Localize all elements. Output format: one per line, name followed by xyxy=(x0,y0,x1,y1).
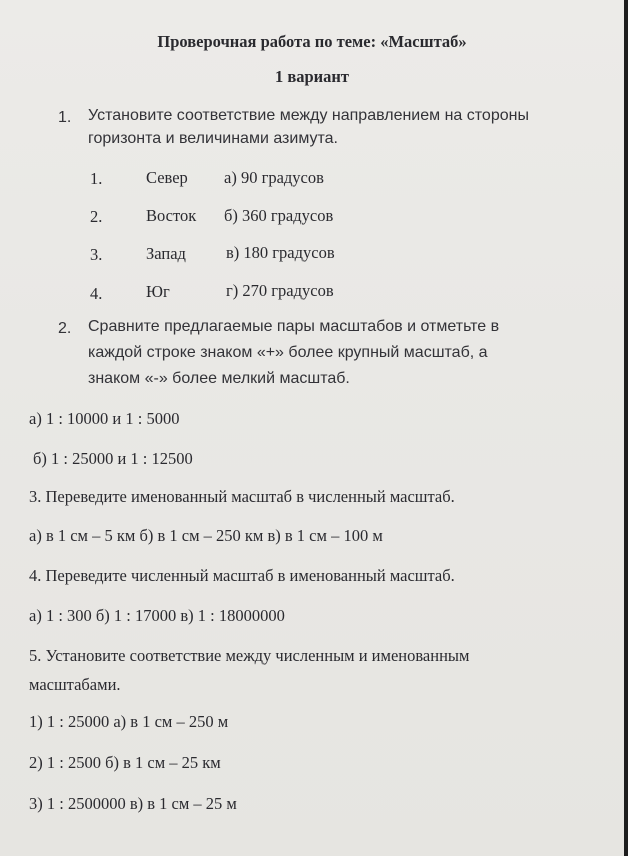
q1-row-2-option: б) 360 градусов xyxy=(224,206,334,225)
q2-item-b: б) 1 : 25000 и 1 : 12500 xyxy=(33,449,193,468)
q3-text: 3. Переведите именованный масштаб в численный масштаб. xyxy=(29,487,455,506)
q1-row-2-number: 2. xyxy=(90,207,103,226)
q5-text-line2: масштабами. xyxy=(29,675,121,694)
q1-number: 1. xyxy=(58,109,72,126)
q1-row-1-option: а) 90 градусов xyxy=(224,168,324,187)
q1-row-4-option: г) 270 градусов xyxy=(226,281,334,300)
q4-text: 4. Переведите численный масштаб в именованный масштаб. xyxy=(29,566,455,585)
page-title: Проверочная работа по теме: «Масштаб» xyxy=(157,32,467,51)
q5-text-line1: 5. Установите соответствие между численным и именованным xyxy=(29,646,470,665)
q1-row-4-direction: Юг xyxy=(146,282,170,301)
q1-row-1-number: 1. xyxy=(90,169,103,188)
q5-row-3: 3) 1 : 2500000 в) в 1 см – 25 м xyxy=(29,794,237,813)
q5-row-1: 1) 1 : 25000 а) в 1 см – 250 м xyxy=(29,712,229,731)
q2-number: 2. xyxy=(58,320,72,337)
q2-text-line3: знаком «-» более мелкий масштаб. xyxy=(88,370,350,387)
q5-row-2: 2) 1 : 2500 б) в 1 см – 25 км xyxy=(29,753,221,772)
q4-items: а) 1 : 300 б) 1 : 17000 в) 1 : 18000000 xyxy=(29,606,285,625)
q1-row-3-option: в) 180 градусов xyxy=(226,243,335,262)
q3-items: а) в 1 см – 5 км б) в 1 см – 250 км в) в 1 см – 100 м xyxy=(29,526,383,545)
q1-row-1-direction: Север xyxy=(146,168,188,187)
q2-text-line2: каждой строке знаком «+» более крупный масштаб, а xyxy=(88,344,488,361)
q2-text-line1: Сравните предлагаемые пары масштабов и отметьте в xyxy=(88,318,500,335)
q1-row-2-direction: Восток xyxy=(146,206,197,225)
q1-row-3-direction: Запад xyxy=(146,244,186,263)
q2-item-a: а) 1 : 10000 и 1 : 5000 xyxy=(29,409,180,428)
q1-text-line2: горизонта и величинами азимута. xyxy=(88,130,338,147)
q1-text-line1: Установите соответствие между направлением на стороны xyxy=(88,107,529,124)
variant-label: 1 вариант xyxy=(274,67,350,86)
q1-row-3-number: 3. xyxy=(90,245,103,264)
q1-row-4-number: 4. xyxy=(90,284,103,303)
